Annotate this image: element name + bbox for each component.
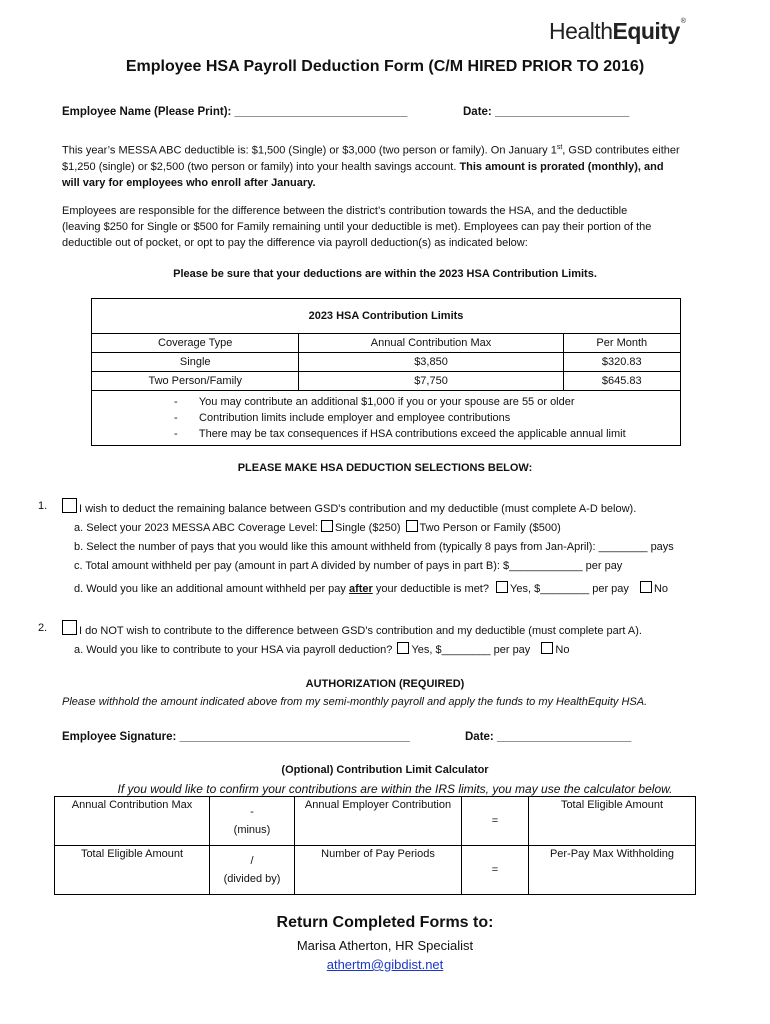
limits-note-2: - Contribution limits include employer and employee contributions <box>174 412 511 424</box>
limits-cell-family-annual: $7,750 <box>299 372 563 391</box>
para2-line-3: deductible out of pocket, or opt to pay the difference via payroll deduction(s) as indicated below: <box>62 237 528 249</box>
option-2a-yes-checkbox[interactable] <box>397 642 409 654</box>
limits-header-annual: Annual Contribution Max <box>299 334 563 353</box>
signature-date-field[interactable]: Date: _____________________ <box>465 731 632 743</box>
option-2a-row <box>74 642 569 656</box>
calc-divide-cell <box>210 846 295 895</box>
calc-equals-cell-1: = <box>462 797 529 846</box>
authorization-text: Please withhold the amount indicated above from my semi-monthly payroll and apply the funds to my HealthEquity HSA. <box>62 696 648 708</box>
limits-cell-single-type: Single <box>92 353 299 372</box>
return-email-link[interactable]: athertm@gibdist.net <box>326 957 444 972</box>
calc-minus-label: (minus) <box>233 824 271 836</box>
calc-total-eligible-input-cell[interactable]: Total Eligible Amount <box>55 846 210 895</box>
calc-minus-cell <box>210 797 295 846</box>
limits-note-3: - There may be tax consequences if HSA contributions exceed the applicable annual limit <box>174 428 626 440</box>
logo-registered-mark: ® <box>680 18 686 25</box>
calc-annual-max-cell[interactable]: Annual Contribution Max <box>55 797 210 846</box>
option-1a-label: a. Select your 2023 MESSA ABC Coverage Level: <box>74 522 318 534</box>
option-1d-no-label: No <box>653 583 669 595</box>
option-1d-no-checkbox[interactable] <box>640 581 652 593</box>
calc-employer-contribution-cell[interactable]: Annual Employer Contribution <box>295 797 462 846</box>
intro-text-1a: This year’s MESSA ABC deductible is: $1,500 (Single) or $3,000 (two person or family). On January 1 <box>62 144 557 157</box>
option-1-number: 1. <box>38 500 48 512</box>
calc-divide-label: (divided by) <box>223 873 281 885</box>
intro-superscript: st <box>556 144 563 151</box>
intro-text-3: will vary for employees who enroll after January. <box>62 176 316 189</box>
option-1d-yes-checkbox[interactable] <box>496 581 508 593</box>
limits-note-1: - You may contribute an additional $1,000 if you or your spouse are 55 or older <box>174 396 575 408</box>
option-1d-text-post: your deductible is met? <box>372 583 489 595</box>
return-title: Return Completed Forms to: <box>276 914 494 931</box>
limits-header-monthly: Per Month <box>563 334 680 353</box>
family-coverage-checkbox[interactable] <box>406 520 418 532</box>
option-1c-amount-field[interactable]: c. Total amount withheld per pay (amount in part A divided by number of pays in part B): $____________ per pay <box>74 560 623 572</box>
family-coverage-label: Two Person or Family ($500) <box>419 522 561 534</box>
limits-cell-family-monthly: $645.83 <box>563 372 680 391</box>
calc-per-pay-max-cell[interactable]: Per-Pay Max Withholding <box>529 846 696 895</box>
calc-minus-symbol: - <box>250 806 254 818</box>
limits-cell-family-type: Two Person/Family <box>92 372 299 391</box>
date-field[interactable]: Date: _____________________ <box>463 106 630 118</box>
limits-cell-single-monthly: $320.83 <box>563 353 680 372</box>
option-2-row <box>62 620 642 637</box>
option-2a-label: a. Would you like to contribute to your HSA via payroll deduction? <box>74 644 393 656</box>
employee-signature-field[interactable]: Employee Signature: ____________________________________ <box>62 731 410 743</box>
para2-line-1: Employees are responsible for the difference between the district’s contribution towards the HSA, and the deductible <box>62 205 628 217</box>
option-2a-no-checkbox[interactable] <box>541 642 553 654</box>
option-2-text: I do NOT wish to contribute to the difference between GSD's contribution and my deductible (must complete part A). <box>79 625 642 637</box>
logo-text-bold: Equity <box>612 18 680 44</box>
option-2-number: 2. <box>38 622 48 634</box>
calc-divide-symbol: / <box>250 855 254 867</box>
option-2a-no-label: No <box>555 644 570 656</box>
single-coverage-label: Single ($250) <box>335 522 401 534</box>
contribution-limits-table <box>91 298 681 446</box>
employee-name-field[interactable]: Employee Name (Please Print): ___________________________ <box>62 106 408 118</box>
option-1-text: I wish to deduct the remaining balance between GSD's contribution and my deductible (must complete A-D below). <box>79 503 637 515</box>
limits-header-coverage: Coverage Type <box>92 334 299 353</box>
para2-line-2: (leaving $250 for Single or $500 for Family remaining until your deductible is met). Employees can pay their portion of the <box>62 221 652 233</box>
calc-equals-cell-2: = <box>462 846 529 895</box>
option-1a-row <box>74 520 561 534</box>
option-1-row <box>62 498 636 515</box>
option-1d-row <box>74 581 668 595</box>
intro-text-1b: , GSD contributes either <box>562 144 680 157</box>
healthequity-logo <box>549 18 685 45</box>
return-contact-name: Marisa Atherton, HR Specialist <box>296 938 474 953</box>
authorization-heading: AUTHORIZATION (REQUIRED) <box>305 678 465 690</box>
responsibility-paragraph <box>62 203 712 251</box>
limits-notes <box>92 391 681 446</box>
single-coverage-checkbox[interactable] <box>321 520 333 532</box>
selections-heading: PLEASE MAKE HSA DEDUCTION SELECTIONS BELOW: <box>237 462 533 474</box>
option-1d-text-pre: d. Would you like an additional amount withheld per pay <box>74 583 349 595</box>
logo-text-light: Health <box>549 18 613 44</box>
option-1d-after: after <box>348 583 373 595</box>
option-1d-yes-label: Yes, $________ per pay <box>510 583 629 595</box>
option-1b-pays-field[interactable]: b. Select the number of pays that you would like this amount withheld from (typically 8 pays from Jan-April): ________ pays <box>74 541 674 553</box>
page-title: Employee HSA Payroll Deduction Form (C/M HIRED PRIOR TO 2016) <box>125 58 645 75</box>
contribution-calculator-table <box>54 796 696 895</box>
calculator-heading: (Optional) Contribution Limit Calculator <box>281 764 489 776</box>
calc-pay-periods-cell[interactable]: Number of Pay Periods <box>295 846 462 895</box>
option-2-checkbox[interactable] <box>62 620 77 635</box>
intro-paragraph <box>62 140 712 191</box>
option-2a-yes-label: Yes, $________ per pay <box>411 644 531 656</box>
limits-cell-single-annual: $3,850 <box>299 353 563 372</box>
option-1-checkbox[interactable] <box>62 498 77 513</box>
limits-table-title: 2023 HSA Contribution Limits <box>92 299 681 334</box>
limits-reminder: Please be sure that your deductions are within the 2023 HSA Contribution Limits. <box>173 268 597 280</box>
intro-text-2a: $1,250 (single) or $2,500 (two person or family) into your health savings account. <box>62 160 460 173</box>
intro-text-2b: This amount is prorated (monthly), and <box>459 160 664 173</box>
calc-total-eligible-cell[interactable]: Total Eligible Amount <box>529 797 696 846</box>
calculator-subtext: If you would like to confirm your contributions are within the IRS limits, you may use the calculator below. <box>117 782 673 796</box>
